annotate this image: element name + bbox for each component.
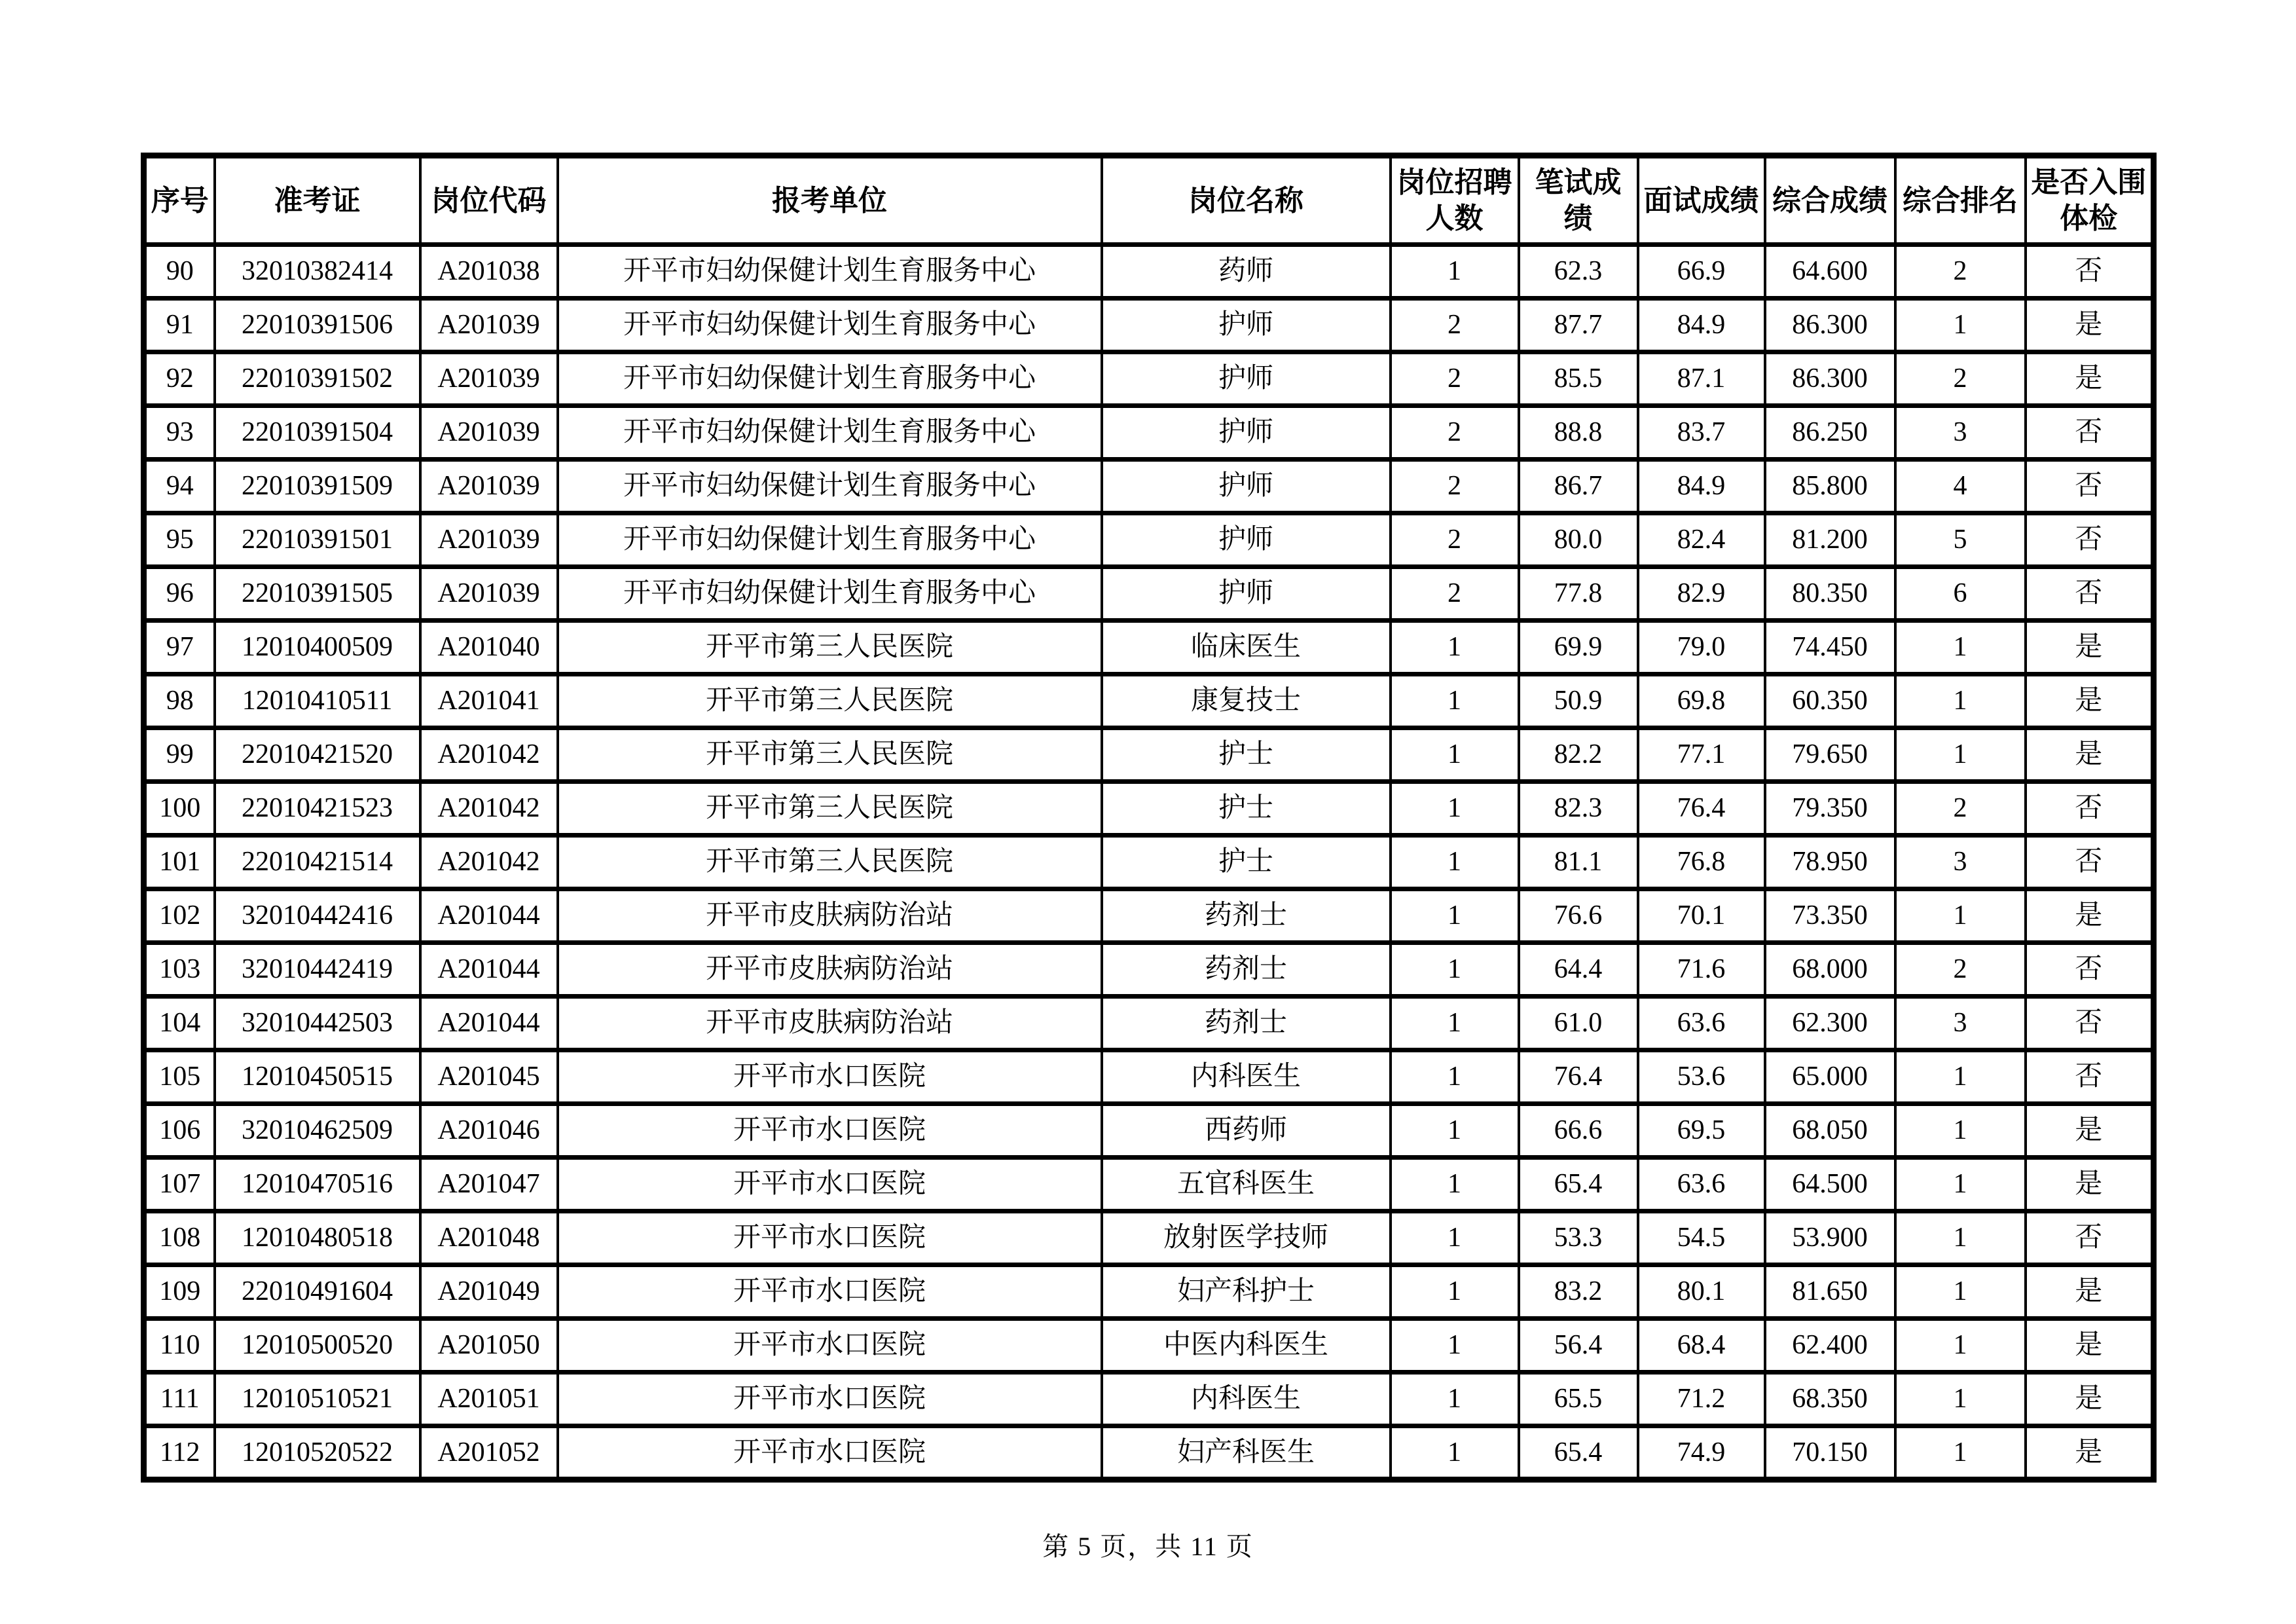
cell-interview_score: 71.6	[1638, 943, 1765, 997]
cell-recruit_count: 1	[1391, 782, 1519, 836]
cell-written_score: 53.3	[1519, 1211, 1638, 1265]
cell-recruit_count: 2	[1391, 567, 1519, 621]
cell-shortlisted: 否	[2026, 460, 2154, 513]
cell-overall_score: 68.350	[1765, 1373, 1895, 1426]
cell-interview_score: 63.6	[1638, 997, 1765, 1050]
cell-written_score: 64.4	[1519, 943, 1638, 997]
cell-ticket: 32010442503	[215, 997, 420, 1050]
cell-unit: 开平市水口医院	[558, 1373, 1102, 1426]
cell-written_score: 77.8	[1519, 567, 1638, 621]
cell-job_title: 妇产科护士	[1102, 1265, 1391, 1319]
cell-job_code: A201039	[420, 513, 558, 567]
cell-overall_score: 86.300	[1765, 352, 1895, 406]
cell-shortlisted: 否	[2026, 513, 2154, 567]
table-row	[144, 245, 2154, 299]
cell-job_title: 护士	[1102, 728, 1391, 782]
cell-job_code: A201044	[420, 997, 558, 1050]
page-number-footer: 第 5 页，共 11 页	[1042, 1532, 1254, 1561]
cell-interview_score: 84.9	[1638, 460, 1765, 513]
cell-shortlisted: 否	[2026, 1211, 2154, 1265]
cell-interview_score: 83.7	[1638, 406, 1765, 460]
cell-job_code: A201040	[420, 621, 558, 674]
cell-index: 93	[144, 406, 215, 460]
cell-unit: 开平市妇幼保健计划生育服务中心	[558, 245, 1102, 299]
cell-index: 100	[144, 782, 215, 836]
cell-shortlisted: 是	[2026, 352, 2154, 406]
cell-interview_score: 76.8	[1638, 836, 1765, 889]
cell-ticket: 22010421523	[215, 782, 420, 836]
cell-overall_rank: 1	[1895, 621, 2026, 674]
cell-ticket: 22010391501	[215, 513, 420, 567]
cell-unit: 开平市水口医院	[558, 1319, 1102, 1373]
cell-job_title: 内科医生	[1102, 1050, 1391, 1104]
cell-written_score: 76.4	[1519, 1050, 1638, 1104]
cell-written_score: 81.1	[1519, 836, 1638, 889]
cell-overall_rank: 4	[1895, 460, 2026, 513]
cell-unit: 开平市第三人民医院	[558, 782, 1102, 836]
cell-job_title: 护师	[1102, 567, 1391, 621]
cell-index: 92	[144, 352, 215, 406]
cell-job_code: A201039	[420, 299, 558, 352]
cell-overall_rank: 2	[1895, 943, 2026, 997]
cell-shortlisted: 是	[2026, 1319, 2154, 1373]
cell-index: 98	[144, 674, 215, 728]
cell-recruit_count: 1	[1391, 728, 1519, 782]
cell-overall_rank: 1	[1895, 1265, 2026, 1319]
table-row	[144, 1373, 2154, 1426]
cell-shortlisted: 否	[2026, 836, 2154, 889]
cell-job_title: 药剂士	[1102, 889, 1391, 943]
cell-overall_rank: 3	[1895, 406, 2026, 460]
cell-ticket: 12010450515	[215, 1050, 420, 1104]
cell-index: 106	[144, 1104, 215, 1158]
cell-written_score: 65.5	[1519, 1373, 1638, 1426]
cell-overall_score: 74.450	[1765, 621, 1895, 674]
cell-written_score: 65.4	[1519, 1158, 1638, 1211]
cell-overall_rank: 5	[1895, 513, 2026, 567]
cell-job_title: 五官科医生	[1102, 1158, 1391, 1211]
cell-ticket: 22010391505	[215, 567, 420, 621]
cell-overall_rank: 1	[1895, 674, 2026, 728]
cell-job_title: 西药师	[1102, 1104, 1391, 1158]
cell-written_score: 61.0	[1519, 997, 1638, 1050]
cell-interview_score: 63.6	[1638, 1158, 1765, 1211]
cell-overall_rank: 3	[1895, 836, 2026, 889]
cell-unit: 开平市水口医院	[558, 1104, 1102, 1158]
cell-interview_score: 76.4	[1638, 782, 1765, 836]
cell-job_code: A201044	[420, 943, 558, 997]
cell-overall_score: 53.900	[1765, 1211, 1895, 1265]
col-header-ticket: 准考证	[215, 156, 420, 245]
cell-written_score: 50.9	[1519, 674, 1638, 728]
cell-interview_score: 53.6	[1638, 1050, 1765, 1104]
cell-job_title: 临床医生	[1102, 621, 1391, 674]
cell-ticket: 32010382414	[215, 245, 420, 299]
col-header-unit: 报考单位	[558, 156, 1102, 245]
table-row	[144, 1426, 2154, 1480]
cell-index: 102	[144, 889, 215, 943]
cell-ticket: 22010491604	[215, 1265, 420, 1319]
cell-job_code: A201049	[420, 1265, 558, 1319]
cell-shortlisted: 否	[2026, 943, 2154, 997]
cell-index: 108	[144, 1211, 215, 1265]
cell-shortlisted: 是	[2026, 728, 2154, 782]
cell-overall_score: 68.050	[1765, 1104, 1895, 1158]
cell-ticket: 12010400509	[215, 621, 420, 674]
cell-overall_rank: 1	[1895, 299, 2026, 352]
cell-job_title: 药剂士	[1102, 997, 1391, 1050]
cell-unit: 开平市第三人民医院	[558, 621, 1102, 674]
table-row	[144, 782, 2154, 836]
cell-interview_score: 80.1	[1638, 1265, 1765, 1319]
table-row	[144, 299, 2154, 352]
cell-interview_score: 77.1	[1638, 728, 1765, 782]
cell-unit: 开平市妇幼保健计划生育服务中心	[558, 299, 1102, 352]
cell-overall_score: 79.350	[1765, 782, 1895, 836]
cell-overall_rank: 6	[1895, 567, 2026, 621]
table-body	[144, 245, 2154, 1480]
col-header-job_title: 岗位名称	[1102, 156, 1391, 245]
cell-written_score: 56.4	[1519, 1319, 1638, 1373]
cell-unit: 开平市皮肤病防治站	[558, 889, 1102, 943]
cell-overall_rank: 3	[1895, 997, 2026, 1050]
cell-interview_score: 68.4	[1638, 1319, 1765, 1373]
table-row	[144, 513, 2154, 567]
cell-interview_score: 79.0	[1638, 621, 1765, 674]
cell-recruit_count: 1	[1391, 836, 1519, 889]
cell-job_code: A201042	[420, 836, 558, 889]
cell-overall_rank: 2	[1895, 245, 2026, 299]
cell-unit: 开平市水口医院	[558, 1211, 1102, 1265]
cell-ticket: 22010391506	[215, 299, 420, 352]
cell-recruit_count: 1	[1391, 1158, 1519, 1211]
cell-overall_score: 70.150	[1765, 1426, 1895, 1480]
col-header-job_code: 岗位代码	[420, 156, 558, 245]
cell-recruit_count: 1	[1391, 1426, 1519, 1480]
cell-recruit_count: 2	[1391, 352, 1519, 406]
cell-unit: 开平市妇幼保健计划生育服务中心	[558, 460, 1102, 513]
cell-job_code: A201045	[420, 1050, 558, 1104]
cell-recruit_count: 1	[1391, 621, 1519, 674]
cell-recruit_count: 1	[1391, 1211, 1519, 1265]
cell-written_score: 82.3	[1519, 782, 1638, 836]
cell-interview_score: 82.4	[1638, 513, 1765, 567]
cell-job_title: 妇产科医生	[1102, 1426, 1391, 1480]
cell-job_code: A201042	[420, 728, 558, 782]
cell-overall_score: 86.250	[1765, 406, 1895, 460]
cell-recruit_count: 1	[1391, 1050, 1519, 1104]
cell-overall_score: 78.950	[1765, 836, 1895, 889]
cell-job_title: 护师	[1102, 460, 1391, 513]
cell-written_score: 88.8	[1519, 406, 1638, 460]
cell-recruit_count: 2	[1391, 406, 1519, 460]
cell-overall_score: 85.800	[1765, 460, 1895, 513]
cell-ticket: 22010391509	[215, 460, 420, 513]
cell-recruit_count: 1	[1391, 997, 1519, 1050]
cell-overall_score: 65.000	[1765, 1050, 1895, 1104]
col-header-shortlisted: 是否入围体检	[2026, 156, 2154, 245]
cell-interview_score: 66.9	[1638, 245, 1765, 299]
cell-overall_score: 60.350	[1765, 674, 1895, 728]
cell-job_title: 护师	[1102, 299, 1391, 352]
cell-job_code: A201038	[420, 245, 558, 299]
cell-job_title: 药师	[1102, 245, 1391, 299]
cell-overall_rank: 2	[1895, 352, 2026, 406]
cell-recruit_count: 2	[1391, 299, 1519, 352]
cell-job_title: 护师	[1102, 406, 1391, 460]
cell-shortlisted: 是	[2026, 1426, 2154, 1480]
cell-job_code: A201044	[420, 889, 558, 943]
cell-index: 99	[144, 728, 215, 782]
cell-job_code: A201050	[420, 1319, 558, 1373]
cell-interview_score: 87.1	[1638, 352, 1765, 406]
cell-overall_score: 73.350	[1765, 889, 1895, 943]
cell-shortlisted: 是	[2026, 674, 2154, 728]
cell-unit: 开平市第三人民医院	[558, 674, 1102, 728]
cell-job_code: A201042	[420, 782, 558, 836]
cell-index: 111	[144, 1373, 215, 1426]
cell-unit: 开平市妇幼保健计划生育服务中心	[558, 352, 1102, 406]
cell-unit: 开平市第三人民医院	[558, 728, 1102, 782]
cell-overall_score: 68.000	[1765, 943, 1895, 997]
cell-unit: 开平市皮肤病防治站	[558, 997, 1102, 1050]
cell-shortlisted: 是	[2026, 1265, 2154, 1319]
cell-overall_rank: 1	[1895, 889, 2026, 943]
cell-overall_rank: 1	[1895, 728, 2026, 782]
col-header-index: 序号	[144, 156, 215, 245]
cell-overall_rank: 1	[1895, 1426, 2026, 1480]
cell-index: 109	[144, 1265, 215, 1319]
cell-job_title: 内科医生	[1102, 1373, 1391, 1426]
cell-unit: 开平市皮肤病防治站	[558, 943, 1102, 997]
cell-overall_rank: 1	[1895, 1211, 2026, 1265]
table-row	[144, 1319, 2154, 1373]
cell-ticket: 22010421520	[215, 728, 420, 782]
cell-index: 104	[144, 997, 215, 1050]
cell-written_score: 69.9	[1519, 621, 1638, 674]
cell-written_score: 66.6	[1519, 1104, 1638, 1158]
cell-shortlisted: 否	[2026, 245, 2154, 299]
cell-shortlisted: 否	[2026, 406, 2154, 460]
cell-written_score: 82.2	[1519, 728, 1638, 782]
cell-index: 112	[144, 1426, 215, 1480]
cell-shortlisted: 是	[2026, 299, 2154, 352]
table-row	[144, 728, 2154, 782]
cell-shortlisted: 否	[2026, 997, 2154, 1050]
cell-overall_rank: 1	[1895, 1373, 2026, 1426]
cell-interview_score: 69.5	[1638, 1104, 1765, 1158]
table-row	[144, 567, 2154, 621]
table-row	[144, 406, 2154, 460]
col-header-interview_score: 面试成绩	[1638, 156, 1765, 245]
table-row	[144, 836, 2154, 889]
col-header-overall_rank: 综合排名	[1895, 156, 2026, 245]
cell-unit: 开平市妇幼保健计划生育服务中心	[558, 406, 1102, 460]
col-header-recruit_count: 岗位招聘人数	[1391, 156, 1519, 245]
cell-recruit_count: 1	[1391, 889, 1519, 943]
cell-job_code: A201048	[420, 1211, 558, 1265]
cell-interview_score: 74.9	[1638, 1426, 1765, 1480]
cell-recruit_count: 2	[1391, 513, 1519, 567]
cell-shortlisted: 是	[2026, 1158, 2154, 1211]
cell-interview_score: 71.2	[1638, 1373, 1765, 1426]
cell-written_score: 65.4	[1519, 1426, 1638, 1480]
table-row	[144, 1158, 2154, 1211]
cell-overall_rank: 1	[1895, 1158, 2026, 1211]
cell-overall_score: 64.500	[1765, 1158, 1895, 1211]
cell-ticket: 32010442419	[215, 943, 420, 997]
cell-shortlisted: 否	[2026, 567, 2154, 621]
score-table	[141, 153, 2157, 1483]
cell-interview_score: 54.5	[1638, 1211, 1765, 1265]
table-row	[144, 997, 2154, 1050]
cell-ticket: 32010462509	[215, 1104, 420, 1158]
cell-recruit_count: 1	[1391, 1373, 1519, 1426]
cell-written_score: 76.6	[1519, 889, 1638, 943]
table-row	[144, 943, 2154, 997]
cell-recruit_count: 2	[1391, 460, 1519, 513]
cell-index: 110	[144, 1319, 215, 1373]
cell-job_code: A201039	[420, 406, 558, 460]
cell-written_score: 85.5	[1519, 352, 1638, 406]
cell-overall_score: 79.650	[1765, 728, 1895, 782]
cell-index: 105	[144, 1050, 215, 1104]
cell-ticket: 22010391502	[215, 352, 420, 406]
cell-recruit_count: 1	[1391, 1319, 1519, 1373]
cell-ticket: 12010500520	[215, 1319, 420, 1373]
cell-overall_score: 62.400	[1765, 1319, 1895, 1373]
cell-shortlisted: 是	[2026, 621, 2154, 674]
table-row	[144, 1211, 2154, 1265]
cell-job_title: 护士	[1102, 782, 1391, 836]
table-row	[144, 460, 2154, 513]
cell-index: 91	[144, 299, 215, 352]
cell-interview_score: 82.9	[1638, 567, 1765, 621]
cell-recruit_count: 1	[1391, 943, 1519, 997]
table-header	[144, 156, 2154, 245]
cell-written_score: 83.2	[1519, 1265, 1638, 1319]
cell-job_code: A201051	[420, 1373, 558, 1426]
cell-written_score: 80.0	[1519, 513, 1638, 567]
cell-ticket: 12010410511	[215, 674, 420, 728]
cell-ticket: 12010480518	[215, 1211, 420, 1265]
cell-shortlisted: 是	[2026, 1104, 2154, 1158]
cell-interview_score: 84.9	[1638, 299, 1765, 352]
cell-job_code: A201039	[420, 567, 558, 621]
cell-interview_score: 70.1	[1638, 889, 1765, 943]
table-row	[144, 1265, 2154, 1319]
cell-recruit_count: 1	[1391, 245, 1519, 299]
cell-index: 90	[144, 245, 215, 299]
cell-ticket: 22010391504	[215, 406, 420, 460]
cell-job_title: 药剂士	[1102, 943, 1391, 997]
cell-overall_score: 64.600	[1765, 245, 1895, 299]
cell-recruit_count: 1	[1391, 1265, 1519, 1319]
cell-unit: 开平市水口医院	[558, 1050, 1102, 1104]
cell-interview_score: 69.8	[1638, 674, 1765, 728]
table-row	[144, 674, 2154, 728]
table-row	[144, 352, 2154, 406]
cell-ticket: 32010442416	[215, 889, 420, 943]
cell-index: 97	[144, 621, 215, 674]
cell-unit: 开平市第三人民医院	[558, 836, 1102, 889]
cell-ticket: 12010470516	[215, 1158, 420, 1211]
cell-job_title: 护士	[1102, 836, 1391, 889]
cell-job_code: A201052	[420, 1426, 558, 1480]
cell-recruit_count: 1	[1391, 1104, 1519, 1158]
cell-unit: 开平市水口医院	[558, 1426, 1102, 1480]
table-row	[144, 1050, 2154, 1104]
col-header-written_score: 笔试成绩	[1519, 156, 1638, 245]
cell-job_code: A201039	[420, 460, 558, 513]
cell-shortlisted: 否	[2026, 1050, 2154, 1104]
cell-unit: 开平市水口医院	[558, 1265, 1102, 1319]
cell-job_title: 放射医学技师	[1102, 1211, 1391, 1265]
cell-ticket: 12010520522	[215, 1426, 420, 1480]
cell-index: 103	[144, 943, 215, 997]
cell-overall_score: 86.300	[1765, 299, 1895, 352]
cell-job_title: 护师	[1102, 513, 1391, 567]
cell-job_code: A201047	[420, 1158, 558, 1211]
cell-shortlisted: 是	[2026, 889, 2154, 943]
cell-overall_rank: 1	[1895, 1319, 2026, 1373]
table-row	[144, 621, 2154, 674]
cell-index: 101	[144, 836, 215, 889]
cell-shortlisted: 是	[2026, 1373, 2154, 1426]
cell-overall_score: 81.200	[1765, 513, 1895, 567]
cell-job_title: 康复技士	[1102, 674, 1391, 728]
cell-job_code: A201046	[420, 1104, 558, 1158]
cell-index: 107	[144, 1158, 215, 1211]
cell-ticket: 22010421514	[215, 836, 420, 889]
cell-index: 96	[144, 567, 215, 621]
cell-ticket: 12010510521	[215, 1373, 420, 1426]
cell-written_score: 62.3	[1519, 245, 1638, 299]
cell-shortlisted: 否	[2026, 782, 2154, 836]
cell-written_score: 86.7	[1519, 460, 1638, 513]
cell-unit: 开平市水口医院	[558, 1158, 1102, 1211]
cell-unit: 开平市妇幼保健计划生育服务中心	[558, 513, 1102, 567]
table-row	[144, 889, 2154, 943]
cell-overall_score: 81.650	[1765, 1265, 1895, 1319]
cell-written_score: 87.7	[1519, 299, 1638, 352]
cell-job_title: 中医内科医生	[1102, 1319, 1391, 1373]
cell-job_title: 护师	[1102, 352, 1391, 406]
col-header-overall_score: 综合成绩	[1765, 156, 1895, 245]
cell-overall_rank: 1	[1895, 1050, 2026, 1104]
cell-index: 95	[144, 513, 215, 567]
table-header-row	[144, 156, 2154, 245]
cell-job_code: A201039	[420, 352, 558, 406]
cell-job_code: A201041	[420, 674, 558, 728]
cell-recruit_count: 1	[1391, 674, 1519, 728]
cell-overall_score: 80.350	[1765, 567, 1895, 621]
cell-unit: 开平市妇幼保健计划生育服务中心	[558, 567, 1102, 621]
cell-overall_rank: 1	[1895, 1104, 2026, 1158]
cell-overall_rank: 2	[1895, 782, 2026, 836]
table-row	[144, 1104, 2154, 1158]
cell-index: 94	[144, 460, 215, 513]
cell-overall_score: 62.300	[1765, 997, 1895, 1050]
